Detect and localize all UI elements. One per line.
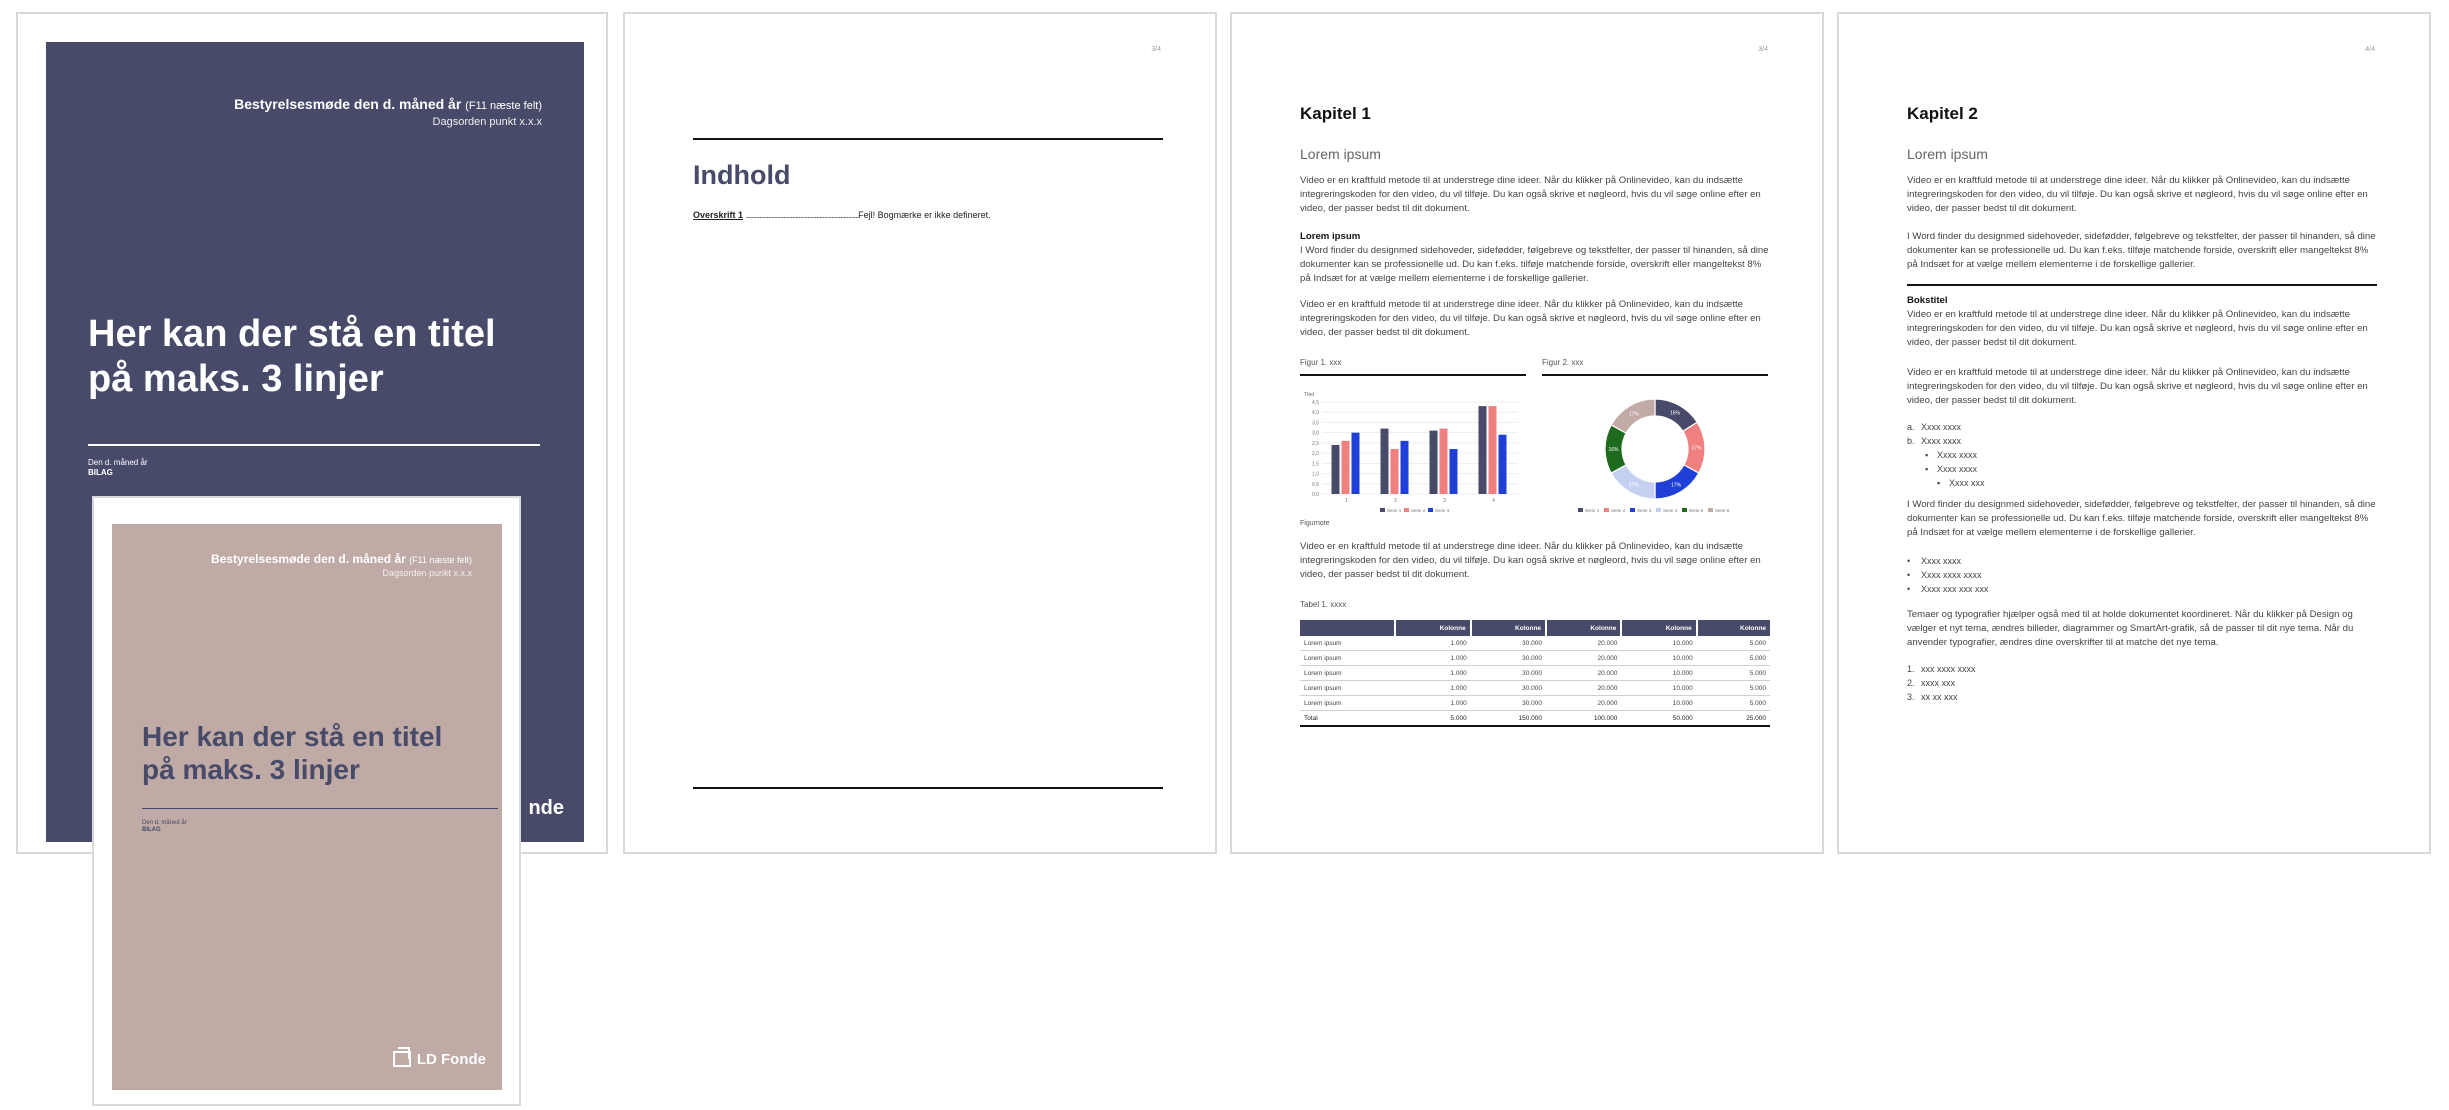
figure2-rule bbox=[1542, 374, 1768, 376]
cover-date: Den d. måned år BILAG bbox=[88, 458, 148, 477]
chapter2-para1: Video er en kraftfuld metode til at understrege dine ideer. Når du klikker på Onlinevideo, kan du indsætte integreringskoden for den video, du vil tilføje. Du kan også skrive et nøgleord, hvis du vil søge online efter en video, der passer bedst til dit dokument. bbox=[1907, 175, 2368, 214]
chapter1-heading: Kapitel 1 bbox=[1300, 104, 1371, 123]
legend-swatch bbox=[1604, 508, 1609, 512]
figure-note: Figurnote bbox=[1300, 520, 1330, 527]
bar bbox=[1332, 445, 1340, 494]
list-item: 2. xxxx xxx bbox=[1907, 678, 1956, 688]
chapter1-para2: I Word finder du designmed sidehoveder, sidefødder, følgebreve og tekstfelter, der passer til hinanden, så dine dokumenter kan se professionelle ud. Du kan f.eks. tilføje matchende forside, overskrift eller mangeltekst 8% på Indsæt for at vælge mellem elementerne i de forskellige gallerier. bbox=[1300, 245, 1769, 284]
bar bbox=[1401, 441, 1409, 494]
table-header: Kolonne bbox=[1471, 620, 1546, 636]
bar-chart bbox=[1300, 384, 1526, 524]
slice-label: 16% bbox=[1669, 410, 1681, 417]
x-tick-label: 1 bbox=[1345, 498, 1348, 504]
bar bbox=[1440, 429, 1448, 494]
table-cell: Lorem ipsum bbox=[1300, 681, 1395, 696]
page-number: 3/4 bbox=[1758, 46, 1768, 53]
list-item: 1. xxx xxxx xxxx bbox=[1907, 664, 1976, 674]
figure2-caption: Figur 2. xxx bbox=[1542, 358, 1584, 367]
bar bbox=[1479, 406, 1487, 494]
table-cell: Lorem ipsum bbox=[1300, 666, 1395, 681]
table-cell: 10.000 bbox=[1621, 651, 1696, 666]
y-tick-label: 1,5 bbox=[1312, 461, 1319, 468]
y-axis-label: Titel bbox=[1304, 392, 1315, 398]
list-item: a. Xxxx xxxx bbox=[1907, 422, 1962, 432]
cover-divider bbox=[88, 444, 540, 446]
chapter1-bold-label: Lorem ipsum bbox=[1300, 231, 1361, 242]
table-cell: Total bbox=[1300, 711, 1395, 727]
chapter2-heading: Kapitel 2 bbox=[1907, 104, 1978, 123]
toc-entry[interactable]: Overskrift 1 ...........................................................................Fejl! Bogmærke er ikke defineret. bbox=[693, 210, 991, 220]
table-cell: 1.000 bbox=[1395, 651, 1470, 666]
cover-agenda: Dagsorden punkt x.x.x bbox=[432, 116, 542, 128]
slice-label: 17% bbox=[1628, 411, 1639, 418]
box-title: Bokstitel bbox=[1907, 295, 1948, 306]
cover-brand-fragment: nde bbox=[528, 797, 564, 819]
chapter2-subheading: Lorem ipsum bbox=[1907, 146, 1988, 162]
table-cell: 20.000 bbox=[1546, 696, 1621, 711]
cover-page-rose[interactable] bbox=[92, 496, 521, 1106]
y-tick-label: 2,5 bbox=[1312, 440, 1319, 447]
table-cell: 10.000 bbox=[1621, 681, 1696, 696]
y-tick-label: 3,5 bbox=[1312, 420, 1319, 427]
y-tick-label: 1,0 bbox=[1312, 471, 1319, 478]
table-cell: 1.000 bbox=[1395, 681, 1470, 696]
x-tick-label: 4 bbox=[1492, 498, 1495, 504]
table-cell: 5.000 bbox=[1697, 636, 1770, 651]
figure1-caption: Figur 1. xxx bbox=[1300, 358, 1342, 367]
list-item: ▪ Xxxx xxxx bbox=[1925, 464, 1978, 474]
table-header-row bbox=[1300, 620, 1770, 636]
bar bbox=[1352, 433, 1360, 494]
bar bbox=[1391, 449, 1399, 494]
donut-chart bbox=[1542, 384, 1768, 524]
table-cell: 20.000 bbox=[1546, 636, 1621, 651]
list-item: 3. xx xx xxx bbox=[1907, 692, 1958, 702]
page-number: 3/4 bbox=[1151, 46, 1161, 53]
rose-date: Den d. måned år BILAG bbox=[142, 820, 187, 833]
table-cell: 30.000 bbox=[1471, 681, 1546, 696]
bar bbox=[1430, 431, 1438, 494]
cover-background-rose bbox=[112, 524, 502, 1090]
bar bbox=[1489, 406, 1497, 494]
legend-label: Serie 3 bbox=[1637, 508, 1652, 513]
numbered-list bbox=[1907, 662, 1976, 704]
table-cell: 5.000 bbox=[1697, 696, 1770, 711]
toc-heading: Indhold bbox=[693, 160, 791, 190]
y-tick-label: 0,5 bbox=[1312, 481, 1319, 488]
box-rule bbox=[1907, 284, 2377, 286]
y-tick-label: 3,0 bbox=[1312, 430, 1319, 437]
chapter1-subheading: Lorem ipsum bbox=[1300, 146, 1381, 162]
table-cell: 100.000 bbox=[1546, 711, 1621, 727]
table-row bbox=[1300, 696, 1770, 711]
table-row bbox=[1300, 681, 1770, 696]
legend-label: Serie 3 bbox=[1435, 508, 1450, 513]
legend-label: Serie 5 bbox=[1689, 508, 1704, 513]
table-cell: 1.000 bbox=[1395, 636, 1470, 651]
brand-logo: LD Fonde bbox=[393, 1051, 486, 1068]
legend-label: Serie 1 bbox=[1387, 508, 1402, 513]
table-cell: 5.000 bbox=[1697, 681, 1770, 696]
y-tick-label: 4,5 bbox=[1312, 400, 1319, 406]
legend-label: Serie 2 bbox=[1611, 508, 1626, 513]
chapter2-para3: I Word finder du designmed sidehoveder, sidefødder, følgebreve og tekstfelter, der passer til hinanden, så dine dokumenter kan se professionelle ud. Du kan f.eks. tilføje matchende forside, overskrift eller mangeltekst 8% på Indsæt for at vælge mellem elementerne i de forskellige gallerier. bbox=[1907, 499, 2376, 538]
x-tick-label: 3 bbox=[1443, 498, 1446, 504]
slice-label: 17% bbox=[1691, 445, 1702, 452]
y-tick-label: 0,0 bbox=[1312, 492, 1319, 498]
logo-mark-icon bbox=[393, 1051, 411, 1067]
bar bbox=[1381, 429, 1389, 494]
legend-label: Serie 2 bbox=[1411, 508, 1426, 513]
y-tick-label: 2,0 bbox=[1312, 451, 1319, 458]
table-cell: 10.000 bbox=[1621, 666, 1696, 681]
list-item: ▪ Xxxx xxxx bbox=[1925, 450, 1978, 460]
chapter2-para2: I Word finder du designmed sidehoveder, sidefødder, følgebreve og tekstfelter, der passer til hinanden, så dine dokumenter kan se professionelle ud. Du kan f.eks. tilføje matchende forside, overskrift eller mangeltekst 8% på Indsæt for at vælge mellem elementerne i de forskellige gallerier. bbox=[1907, 231, 2376, 270]
rose-headline: Her kan der stå en titel på maks. 3 linjer bbox=[142, 721, 443, 785]
chapter1-para4: Video er en kraftfuld metode til at understrege dine ideer. Når du klikker på Onlinevideo, kan du indsætte integreringskoden for den video, du vil tilføje. Du kan også skrive et nøgleord, hvis du vil søge online efter en video, der passer bedst til dit dokument. bbox=[1300, 541, 1761, 580]
table-row bbox=[1300, 666, 1770, 681]
table-row bbox=[1300, 651, 1770, 666]
table-cell: 10.000 bbox=[1621, 636, 1696, 651]
table-cell: 5.000 bbox=[1697, 651, 1770, 666]
bar bbox=[1342, 441, 1350, 494]
table-caption: Tabel 1. xxxx bbox=[1300, 600, 1347, 609]
table-cell: 5.000 bbox=[1697, 666, 1770, 681]
table-header bbox=[1300, 620, 1395, 636]
slice-label: 17% bbox=[1671, 482, 1682, 489]
lettered-list bbox=[1907, 420, 1985, 490]
list-item: • Xxxx xxxx bbox=[1907, 556, 1962, 566]
table-header: Kolonne bbox=[1395, 620, 1470, 636]
table-cell: 30.000 bbox=[1471, 666, 1546, 681]
legend-label: Serie 1 bbox=[1585, 508, 1600, 513]
table-cell: 30.000 bbox=[1471, 696, 1546, 711]
legend-swatch bbox=[1708, 508, 1713, 512]
chapter1-page[interactable] bbox=[1230, 12, 1824, 854]
table-cell: Lorem ipsum bbox=[1300, 636, 1395, 651]
table-cell: 30.000 bbox=[1471, 636, 1546, 651]
legend-label: Serie 4 bbox=[1663, 508, 1678, 513]
table-row bbox=[1300, 636, 1770, 651]
table-header: Kolonne bbox=[1621, 620, 1696, 636]
table-cell: 25.000 bbox=[1697, 711, 1770, 727]
rose-meeting-title: Bestyrelsesmøde den d. måned år (F11 næste felt) bbox=[211, 552, 472, 566]
bullet-list bbox=[1907, 554, 1989, 596]
table-cell: 30.000 bbox=[1471, 651, 1546, 666]
table-total-row bbox=[1300, 711, 1770, 727]
cover-meeting-title: Bestyrelsesmøde den d. måned år (F11 næste felt) bbox=[234, 96, 542, 112]
table-cell: 150.000 bbox=[1471, 711, 1546, 727]
legend-swatch bbox=[1380, 508, 1385, 512]
bar bbox=[1499, 435, 1507, 494]
table-header: Kolonne bbox=[1546, 620, 1621, 636]
table-cell: 20.000 bbox=[1546, 681, 1621, 696]
table-cell: 5.000 bbox=[1395, 711, 1470, 727]
rose-agenda: Dagsorden punkt x.x.x bbox=[382, 568, 472, 578]
toc-bottom-rule bbox=[693, 787, 1163, 789]
y-tick-label: 4,0 bbox=[1312, 410, 1319, 417]
legend-swatch bbox=[1578, 508, 1583, 512]
table-header: Kolonne bbox=[1697, 620, 1770, 636]
table-cell: Lorem ipsum bbox=[1300, 651, 1395, 666]
chapter1-para1: Video er en kraftfuld metode til at understrege dine ideer. Når du klikker på Onlinevideo, kan du indsætte integreringskoden for den video, du vil tilføje. Du kan også skrive et nøgleord, hvis du vil søge online efter en video, der passer bedst til dit dokument. bbox=[1300, 175, 1761, 214]
table-cell: 20.000 bbox=[1546, 666, 1621, 681]
list-item: b. Xxxx xxxx bbox=[1907, 436, 1962, 446]
rose-divider bbox=[142, 808, 498, 809]
table-cell: 50.000 bbox=[1621, 711, 1696, 727]
table-cell: 20.000 bbox=[1546, 651, 1621, 666]
bar bbox=[1450, 449, 1458, 494]
cover-headline: Her kan der stå en titel på maks. 3 linjer bbox=[88, 313, 496, 400]
legend-swatch bbox=[1656, 508, 1661, 512]
list-item: • Xxxx xxx xxx xxx bbox=[1907, 584, 1989, 594]
table-cell: 1.000 bbox=[1395, 666, 1470, 681]
box-para1: Video er en kraftfuld metode til at understrege dine ideer. Når du klikker på Onlinevideo, kan du indsætte integreringskoden for den video, du vil tilføje. Du kan også skrive et nøgleord, hvis du vil søge online efter en video, der passer bedst til dit dokument. bbox=[1907, 309, 2368, 348]
page-number: 4/4 bbox=[2365, 46, 2375, 53]
box-para2: Video er en kraftfuld metode til at understrege dine ideer. Når du klikker på Onlinevideo, kan du indsætte integreringskoden for den video, du vil tilføje. Du kan også skrive et nøgleord, hvis du vil søge online efter en video, der passer bedst til dit dokument. bbox=[1907, 367, 2368, 406]
table-cell: 1.000 bbox=[1395, 696, 1470, 711]
legend-swatch bbox=[1404, 508, 1409, 512]
chapter1-para3: Video er en kraftfuld metode til at understrege dine ideer. Når du klikker på Onlinevideo, kan du indsætte integreringskoden for den video, du vil tilføje. Du kan også skrive et nøgleord, hvis du vil søge online efter en video, der passer bedst til dit dokument. bbox=[1300, 299, 1761, 338]
list-item: • Xxxx xxxx xxxx bbox=[1907, 570, 1982, 580]
slice-label: 16% bbox=[1608, 447, 1619, 453]
x-tick-label: 2 bbox=[1394, 498, 1397, 504]
table-cell: Lorem ipsum bbox=[1300, 696, 1395, 711]
legend-swatch bbox=[1630, 508, 1635, 512]
legend-label: Serie 6 bbox=[1715, 508, 1730, 513]
figure1-rule bbox=[1300, 374, 1526, 376]
data-table bbox=[1300, 620, 1770, 727]
chapter2-page[interactable] bbox=[1837, 12, 2431, 854]
list-item: ▪ Xxxx xxx bbox=[1937, 478, 1985, 488]
slice-label: 17% bbox=[1628, 482, 1639, 489]
legend-swatch bbox=[1682, 508, 1687, 512]
toc-page[interactable] bbox=[623, 12, 1217, 854]
table-cell: 10.000 bbox=[1621, 696, 1696, 711]
chapter2-para4: Temaer og typografier hjælper også med til at holde dokumentet koordineret. Når du klikker på Design og vælger et nyt tema, ændres billeder, diagrammer og SmartArt-grafik, så de passer til dit nye tema. Når du anvender typografier, ændres dine overskrifter til at matche det nye tema. bbox=[1907, 609, 2354, 648]
toc-top-rule bbox=[693, 138, 1163, 140]
legend-swatch bbox=[1428, 508, 1433, 512]
